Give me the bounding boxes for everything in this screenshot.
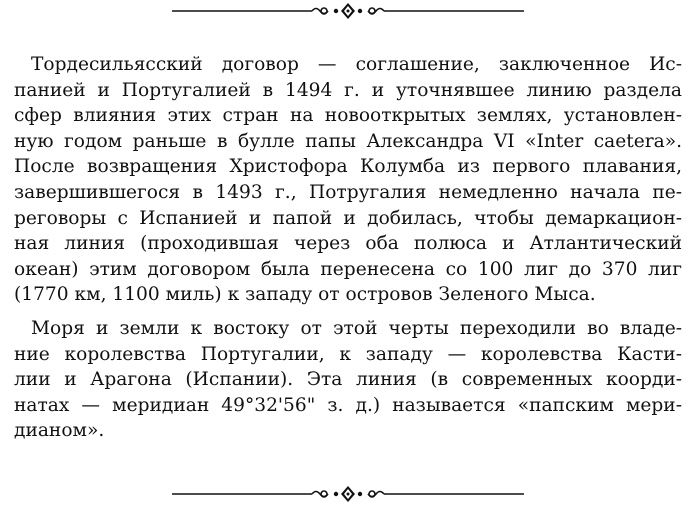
text-line: завершившегося в 1493 г., Потругалия немедленно начала пе- (14, 181, 682, 203)
text-line: (1770 км, 1100 миль) к западу от островов Зеленого Мыса. (14, 284, 596, 306)
article-text (14, 52, 682, 444)
text-line: Тордесильясский договор — соглашение, заключенное Ис- (31, 54, 682, 75)
text-line: реговоры с Испанией и папой и добилась, чтобы демаркацион- (14, 207, 682, 229)
text-line: После возвращения Христофора Колумба из первого плавания, (14, 156, 682, 178)
top-ornament-divider (172, 2, 524, 20)
paragraph-2 (14, 316, 682, 444)
text-line: Моря и земли к востоку от этой черты переходили во владе- (31, 317, 682, 339)
bottom-ornament-divider (172, 485, 524, 503)
text-line: ную годом раньше в булле папы Александра VI «Inter caetera». (14, 130, 682, 152)
text-line: ная линия (проходившая через оба полюса и Атлантический (14, 233, 682, 255)
paragraph-1 (14, 52, 682, 308)
text-line: сфер влияния этих стран на новооткрытых землях, установлен- (14, 105, 682, 127)
text-line: ние королевства Португалии, к западу — королевства Касти- (14, 343, 682, 365)
text-line: океан) этим договором была перенесена со 100 лиг до 370 лиг (14, 258, 682, 280)
text-line: натах — меридиан 49°32'56" з. д.) называется «папским мери- (14, 394, 682, 416)
text-line: дианом». (14, 420, 105, 442)
text-line: лии и Арагона (Испании). Эта линия (в современных коорди- (14, 369, 682, 391)
text-line: панией и Португалией в 1494 г. и уточнявшее линию раздела (14, 79, 682, 101)
